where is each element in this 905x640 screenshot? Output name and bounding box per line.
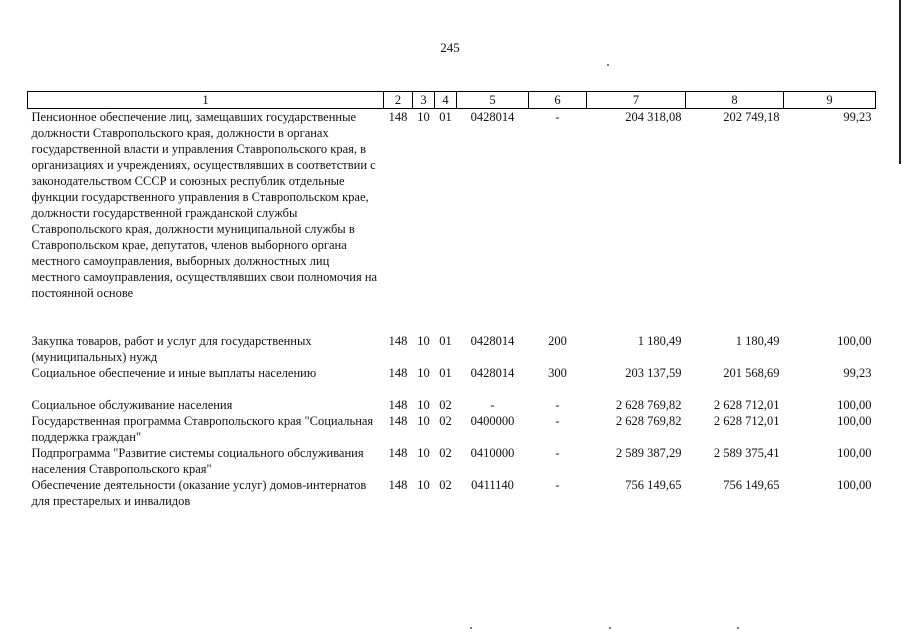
table-row xyxy=(28,413,876,445)
row-percent: 100,00 xyxy=(837,398,872,412)
row-name: Обеспечение деятельности (оказание услуг) домов-интернатов для престарелых и инвалидов xyxy=(31,478,367,508)
row-section-code: 10 xyxy=(417,478,430,492)
row-subsection-code: 01 xyxy=(439,110,452,124)
row-executed-amount: 2 628 712,01 xyxy=(713,398,780,412)
row-target-code: 0428014 xyxy=(470,366,515,380)
row-expense-type: 300 xyxy=(548,366,567,380)
table-row xyxy=(28,333,876,365)
row-percent: 99,23 xyxy=(843,366,872,380)
row-ministry-code: 148 xyxy=(388,366,408,380)
row-target-code: 0411140 xyxy=(471,478,514,492)
table-row xyxy=(28,109,876,302)
header-cell-1: 1 xyxy=(28,92,384,109)
row-percent: 99,23 xyxy=(843,110,872,124)
row-ministry-code: 148 xyxy=(388,398,408,412)
row-expense-type: - xyxy=(555,478,560,492)
row-planned-amount: 2 628 769,82 xyxy=(615,414,682,428)
header-cell-4: 4 xyxy=(435,92,457,109)
header-cell-3: 3 xyxy=(413,92,435,109)
row-ministry-code: 148 xyxy=(388,414,408,428)
table-row xyxy=(28,445,876,477)
scan-speck xyxy=(470,627,472,629)
header-cell-8: 8 xyxy=(686,92,784,109)
margin-rule xyxy=(899,0,901,164)
row-executed-amount: 1 180,49 xyxy=(735,334,780,348)
row-target-code: 0428014 xyxy=(470,334,515,348)
row-section-code: 10 xyxy=(417,446,430,460)
row-subsection-code: 01 xyxy=(439,334,452,348)
row-expense-type: - xyxy=(555,110,560,124)
row-expense-type: 200 xyxy=(548,334,567,348)
row-expense-type: - xyxy=(555,398,560,412)
row-name: Закупка товаров, работ и услуг для государственных (муниципальных) нужд xyxy=(31,334,312,364)
scan-speck xyxy=(607,64,609,66)
row-section-code: 10 xyxy=(417,334,430,348)
row-target-code: - xyxy=(490,398,495,412)
row-expense-type: - xyxy=(555,446,560,460)
row-planned-amount: 2 589 387,29 xyxy=(615,446,682,460)
spacer-row xyxy=(28,317,876,333)
table-row xyxy=(28,397,876,413)
row-section-code: 10 xyxy=(417,398,430,412)
column-number-header xyxy=(28,92,876,109)
header-cell-5: 5 xyxy=(457,92,529,109)
row-percent: 100,00 xyxy=(837,446,872,460)
row-name: Социальное обслуживание населения xyxy=(31,398,233,412)
row-section-code: 10 xyxy=(417,110,430,124)
row-planned-amount: 204 318,08 xyxy=(625,110,682,124)
row-planned-amount: 1 180,49 xyxy=(637,334,682,348)
row-percent: 100,00 xyxy=(837,414,872,428)
row-ministry-code: 148 xyxy=(388,110,408,124)
row-percent: 100,00 xyxy=(837,334,872,348)
row-planned-amount: 756 149,65 xyxy=(625,478,682,492)
row-subsection-code: 01 xyxy=(439,366,452,380)
row-subsection-code: 02 xyxy=(439,446,452,460)
row-ministry-code: 148 xyxy=(388,446,408,460)
budget-table xyxy=(27,91,876,509)
spacer-row xyxy=(28,301,876,317)
row-section-code: 10 xyxy=(417,414,430,428)
row-ministry-code: 148 xyxy=(388,334,408,348)
row-target-code: 0410000 xyxy=(470,446,515,460)
row-subsection-code: 02 xyxy=(439,414,452,428)
row-subsection-code: 02 xyxy=(439,398,452,412)
row-executed-amount: 756 149,65 xyxy=(723,478,780,492)
row-executed-amount: 2 628 712,01 xyxy=(713,414,780,428)
row-percent: 100,00 xyxy=(837,478,872,492)
row-executed-amount: 201 568,69 xyxy=(723,366,780,380)
row-section-code: 10 xyxy=(417,366,430,380)
row-expense-type: - xyxy=(555,414,560,428)
row-target-code: 0428014 xyxy=(470,110,515,124)
table-row xyxy=(28,477,876,509)
row-name: Социальное обеспечение и иные выплаты населению xyxy=(31,366,317,380)
header-cell-7: 7 xyxy=(587,92,686,109)
row-planned-amount: 2 628 769,82 xyxy=(615,398,682,412)
header-cell-2: 2 xyxy=(384,92,413,109)
page-number: 245 xyxy=(440,40,460,55)
row-planned-amount: 203 137,59 xyxy=(625,366,682,380)
row-subsection-code: 02 xyxy=(439,478,452,492)
scan-speck xyxy=(737,627,739,629)
table-row xyxy=(28,365,876,381)
scan-speck xyxy=(609,627,611,629)
row-name: Государственная программа Ставропольского края "Социальная поддержка граждан" xyxy=(31,414,374,444)
row-ministry-code: 148 xyxy=(388,478,408,492)
row-executed-amount: 2 589 375,41 xyxy=(713,446,780,460)
row-name: Пенсионное обеспечение лиц, замещавших государственные должности Ставропольского края, должности в органах государственной власти и управления Ставропольского края, в организациях и учреждениях, осуществлявших в соответствии с законодательством СССР и союзных республик отдельные функции государственного управления в Ставропольском крае, должности государственной гражданской службы Ставропольского края, должности муниципальной службы в Ставропольском крае, депутатов, членов выборного органа местного самоуправления, выборных должностных лиц местного самоуправления, осуществлявших свои полномочия на постоянной основе xyxy=(31,110,378,300)
row-target-code: 0400000 xyxy=(470,414,515,428)
row-executed-amount: 202 749,18 xyxy=(723,110,780,124)
header-cell-9: 9 xyxy=(784,92,876,109)
spacer-row xyxy=(28,381,876,397)
header-cell-6: 6 xyxy=(529,92,587,109)
row-name: Подпрограмма "Развитие системы социального обслуживания населения Ставропольского края" xyxy=(31,446,364,476)
